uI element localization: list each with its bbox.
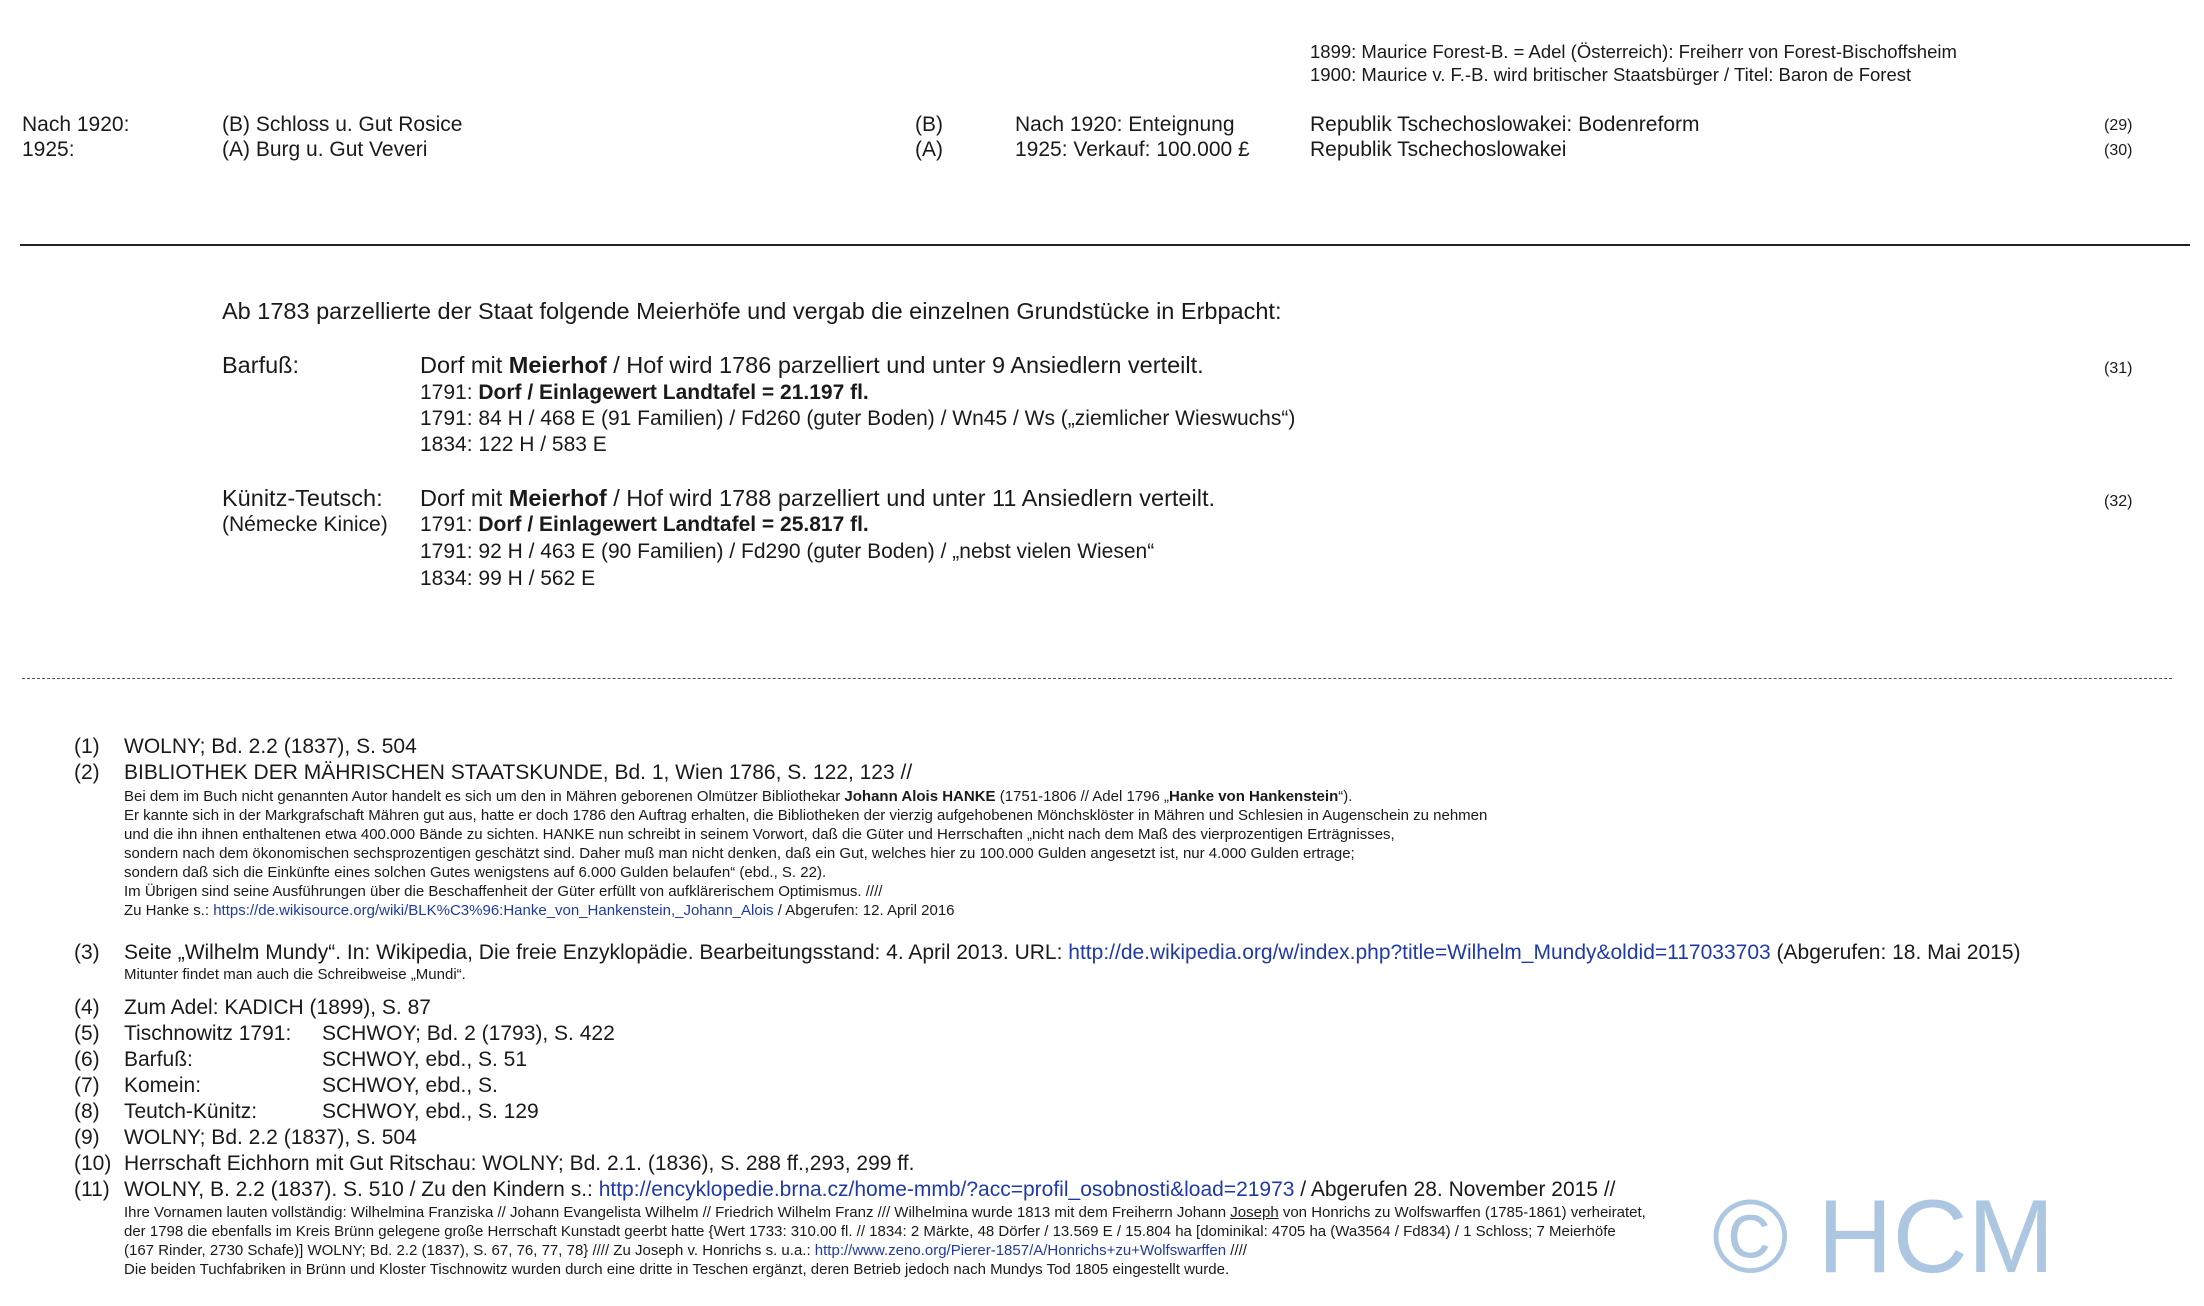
note-1899: 1899: Maurice Forest-B. = Adel (Österreich): Freiherr von Forest-Bischoffsheim: [1310, 41, 1957, 62]
footnote-number: (6): [74, 1048, 100, 1071]
footnote-text: Herrschaft Eichhorn mit Gut Ritschau: WOLNY; Bd. 2.1. (1836), S. 288 ff.,293, 299 ff.: [124, 1152, 915, 1175]
footnote-text: WOLNY; Bd. 2.2 (1837), S. 504: [124, 1126, 417, 1149]
village-alt-name: (Némecke Kinice): [222, 513, 388, 536]
footnote-separator: [22, 678, 2172, 679]
footnote-label: Komein:: [124, 1074, 202, 1097]
section-divider: [20, 244, 2190, 246]
footnote-number: (9): [74, 1126, 100, 1149]
footnote-detail: Im Übrigen sind seine Ausführungen über die Beschaffenheit der Güter erfüllt von aufklärerischem Optimismus. ////: [124, 883, 883, 900]
footnote-number: (11): [74, 1178, 110, 1201]
footnote-detail: Ihre Vornamen lauten vollständig: Wilhelmina Franziska // Johann Evangelista Wilhelm // Friedrich Wilhelm Franz /// Wilhelmina wurde 1813 mit dem Freiherrn Johann Joseph von Honrichs zu Wolfswarffen (1785-1861) verheiratet,: [124, 1204, 1646, 1221]
village-name-barfuss: Barfuß:: [222, 352, 300, 378]
kunitz-ref: (32): [2104, 493, 2133, 510]
row-owner: Republik Tschechoslowakei: [1310, 138, 1567, 161]
footnote-detail: (167 Rinder, 2730 Schafe)] WOLNY; Bd. 2.2 (1837), S. 67, 76, 77, 78} //// Zu Joseph v. Honrichs s. u.a.: http://www.zeno.org/Pierer-1857/A/Honrichs+zu+Wolfswarffen ////: [124, 1242, 1247, 1259]
footnote-number: (8): [74, 1100, 100, 1123]
wikipedia-link[interactable]: http://de.wikipedia.org/w/index.php?title=Wilhelm_Mundy&oldid=117033703: [1068, 941, 1771, 964]
footnote-detail: und die ihn ihnen enthaltenen etwa 400.000 Bände zu sichten. HANKE nun schreibt in seinem Vorwort, daß die Güter und Herrschaften „nicht nach dem Maß des vierprozentigen Erträgnisses,: [124, 826, 1395, 843]
row-code: (B): [915, 113, 943, 136]
row-event: 1925: Verkauf: 100.000 £: [1015, 138, 1250, 161]
footnote-detail: Die beiden Tuchfabriken in Brünn und Kloster Tischnowitz wurden durch eine dritte in Teschen ergänzt, deren Betrieb jedoch nach Mundys Tod 1805 eingestellt wurde.: [124, 1261, 1230, 1278]
copyright-watermark: © HCM: [1712, 1179, 2055, 1295]
footnote-number: (5): [74, 1022, 100, 1045]
barfuss-line-2: 1791: Dorf / Einlagewert Landtafel = 21.197 fl.: [420, 381, 869, 404]
footnote-label: Tischnowitz 1791:: [124, 1022, 292, 1045]
footnote-detail: sondern daß sich die Einkünfte eines solchen Gutes wenigstens auf 6.000 Gulden belaufen“ (ebd., S. 22).: [124, 864, 827, 881]
row-ref: (30): [2104, 142, 2133, 159]
row-date: 1925:: [22, 138, 75, 161]
row-code: (A): [915, 138, 943, 161]
barfuss-line-4: 1834: 122 H / 583 E: [420, 433, 607, 456]
section-intro: Ab 1783 parzellierte der Staat folgende Meierhöfe und vergab die einzelnen Grundstücke in Erbpacht:: [222, 298, 1282, 324]
footnote-number: (7): [74, 1074, 100, 1097]
kunitz-line-3: 1791: 92 H / 463 E (90 Familien) / Fd290 (guter Boden) / „nebst vielen Wiesen“: [420, 540, 1155, 563]
footnote-text: SCHWOY, ebd., S.: [322, 1074, 498, 1097]
barfuss-line-3: 1791: 84 H / 468 E (91 Familien) / Fd260 (guter Boden) / Wn45 / Ws („ziemlicher Wieswuchs“): [420, 407, 1296, 430]
footnote-text: SCHWOY; Bd. 2 (1793), S. 422: [322, 1022, 615, 1045]
footnote-label: Teutch-Künitz:: [124, 1100, 258, 1123]
footnote-number: (4): [74, 996, 100, 1019]
footnote-detail: Mitunter findet man auch die Schreibweise „Mundi“.: [124, 966, 466, 983]
footnote-number: (1): [74, 735, 100, 758]
footnote-text: SCHWOY, ebd., S. 51: [322, 1048, 528, 1071]
kunitz-line-1: Dorf mit Meierhof / Hof wird 1788 parzelliert und unter 11 Ansiedlern verteilt.: [420, 485, 1215, 511]
footnote-text: SCHWOY, ebd., S. 129: [322, 1100, 539, 1123]
footnote-text: Zum Adel: KADICH (1899), S. 87: [124, 996, 431, 1019]
note-1900: 1900: Maurice v. F.-B. wird britischer Staatsbürger / Titel: Baron de Forest: [1310, 64, 1912, 85]
kunitz-line-4: 1834: 99 H / 562 E: [420, 567, 596, 590]
row-ref: (29): [2104, 117, 2133, 134]
row-owner: Republik Tschechoslowakei: Bodenreform: [1310, 113, 1700, 136]
footnote-text: BIBLIOTHEK DER MÄHRISCHEN STAATSKUNDE, Bd. 1, Wien 1786, S. 122, 123 //: [124, 761, 913, 784]
footnote-detail: Er kannte sich in der Markgrafschaft Mähren gut aus, hatte er doch 1786 den Auftrag erhalten, die Bibliotheken der vierzig aufgehobenen Mönchsklöster in Mähren und Schlesien in Augenschein zu nehmen: [124, 807, 1488, 824]
footnote-text: WOLNY, B. 2.2 (1837). S. 510 / Zu den Kindern s.: http://encyklopedie.brna.cz/home-mmb/?acc=profil_osobnosti&load=21973 / Abgerufen 28. November 2015 //: [124, 1178, 1616, 1201]
kunitz-line-2: 1791: Dorf / Einlagewert Landtafel = 25.817 fl.: [420, 513, 869, 536]
row-property: (A) Burg u. Gut Veveri: [222, 138, 428, 161]
footnote-number: (10): [74, 1152, 112, 1175]
footnote-detail: der 1798 die ebenfalls im Kreis Brünn gelegene große Herrschaft Kunstadt geerbt hatte {Wert 1733: 310.00 fl. // 1834: 2 Märkte, 48 Dörfer / 13.569 E / 15.804 ha [dominikal: 4705 ha (Wa3564 / Fd834) / 1 Schloss; 7 Meierhöfe: [124, 1223, 1616, 1240]
zeno-link[interactable]: http://www.zeno.org/Pierer-1857/A/Honrichs+zu+Wolfswarffen: [814, 1242, 1227, 1259]
wikisource-link[interactable]: https://de.wikisource.org/wiki/BLK%C3%96:Hanke_von_Hankenstein,_Johann_Alois: [213, 902, 774, 919]
footnote-label: Barfuß:: [124, 1048, 193, 1071]
barfuss-line-1: Dorf mit Meierhof / Hof wird 1786 parzelliert und unter 9 Ansiedlern verteilt.: [420, 352, 1204, 378]
footnote-number: (2): [74, 761, 100, 784]
row-property: (B) Schloss u. Gut Rosice: [222, 113, 463, 136]
encyklopedie-link[interactable]: http://encyklopedie.brna.cz/home-mmb/?acc=profil_osobnosti&load=21973: [598, 1178, 1295, 1201]
footnote-detail: sondern nach dem ökonomischen sechsprozentigen geschätzt sind. Daher muß man nicht denken, daß ein Gut, welches hier zu 100.000 Gulden angesetzt ist, nur 4.000 Gulden ertrage;: [124, 845, 1355, 862]
footnote-number: (3): [74, 941, 100, 964]
footnote-text: Seite „Wilhelm Mundy“. In: Wikipedia, Die freie Enzyklopädie. Bearbeitungsstand: 4. April 2013. URL: http://de.wikipedia.org/w/index.php?title=Wilhelm_Mundy&oldid=117033703 (Abgerufen: 18. Mai 2015): [124, 941, 2021, 964]
row-event: Nach 1920: Enteignung: [1015, 113, 1235, 136]
footnote-detail: Zu Hanke s.: https://de.wikisource.org/wiki/BLK%C3%96:Hanke_von_Hankenstein,_Johann_Alois / Abgerufen: 12. April 2016: [124, 902, 955, 919]
row-date: Nach 1920:: [22, 113, 130, 136]
village-name-kunitz: Künitz-Teutsch:: [222, 485, 383, 511]
barfuss-ref: (31): [2104, 360, 2133, 377]
footnote-detail: Bei dem im Buch nicht genannten Autor handelt es sich um den in Mähren geborenen Olmützer Bibliothekar Johann Alois HANKE (1751-1806 // Adel 1796 „Hanke von Hankenstein“).: [124, 788, 1353, 805]
footnote-text: WOLNY; Bd. 2.2 (1837), S. 504: [124, 735, 417, 758]
